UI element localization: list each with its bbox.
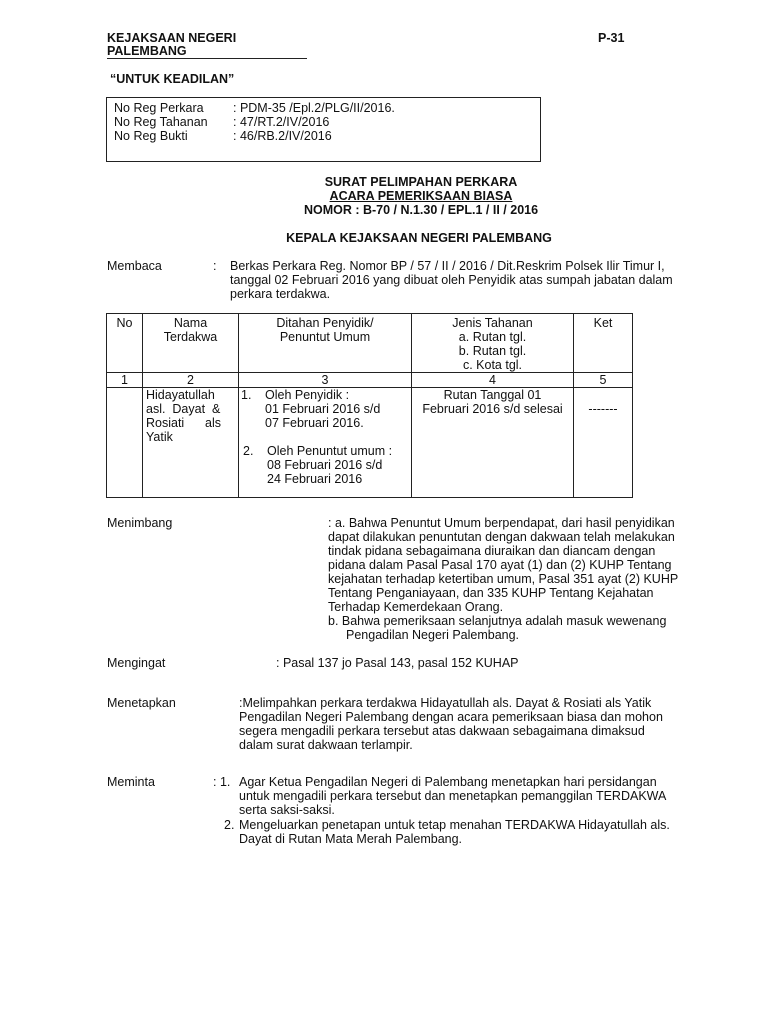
menimbang-line: b. Bahwa pemeriksaan selanjutnya adalah masuk wewenang [328,614,667,628]
meminta-number-2: 2. [224,818,235,832]
header-jenis: Jenis Tahanan a. Rutan tgl. b. Rutan tgl. c. Kota tgl. [412,314,574,373]
meminta-item2-line: Mengeluarkan penetapan untuk tetap menahan TERDAKWA Hidayatullah als. [239,818,670,832]
meminta-item2-line: Dayat di Rutan Mata Merah Palembang. [239,832,463,846]
col-number: 1 [107,373,143,388]
reg-bukti-value: : 46/RB.2/IV/2016 [233,129,332,143]
membaca-colon: : [213,259,217,273]
menimbang-line: kejahatan terhadap ketertiban umum, Pasal 351 ayat (2) KUHP [328,572,679,586]
menetapkan-line: Pengadilan Negeri Palembang dengan acara pemeriksaan biasa dan mohon [239,710,663,724]
title-line2: ACARA PEMERIKSAAN BIASA [329,189,513,203]
col-number: 5 [574,373,633,388]
motto: “UNTUK KEADILAN” [110,72,235,86]
col-number: 3 [239,373,412,388]
reg-tahanan-label: No Reg Tahanan [114,115,208,129]
reg-perkara-value: : PDM-35 /Epl.2/PLG/II/2016. [233,101,395,115]
header-ket: Ket [574,314,633,373]
meminta-label: Meminta [107,775,155,789]
defendant-name-cell: Hidayatullah asl. Dayat & Rosiati als Yatik [143,388,239,498]
menimbang-label: Menimbang [107,516,173,530]
meminta-item1-line: untuk mengadili perkara tersebut dan menetapkan pemanggilan TERDAKWA [239,789,667,803]
menetapkan-line: segera mengadili perkara tersebut atas dakwaan sebagaimana dimaksud [239,724,645,738]
menimbang-line: Terhadap Kemerdekaan Orang. [328,600,504,614]
reg-tahanan-value: : 47/RT.2/IV/2016 [233,115,330,129]
membaca-line3: perkara terdakwa. [230,287,331,301]
detention-table [106,313,633,498]
issuer-title: KEPALA KEJAKSAAN NEGERI PALEMBANG [286,231,552,245]
office-name-line1: KEJAKSAAN NEGERI [107,31,237,45]
mengingat-text: : Pasal 137 jo Pasal 143, pasal 152 KUHAP [276,656,519,670]
menetapkan-line: dalam surat dakwaan terlampir. [239,738,413,752]
title-number: NOMOR : B-70 / N.1.30 / EPL.1 / II / 2016 [303,203,539,217]
detention-period-cell: 1. Oleh Penyidik : 01 Februari 2016 s/d 07 Februari 2016. 2. Oleh Penuntut umum : 08 Februari 2016 s/d 24 Februari 2016 [239,388,412,498]
header-no: No [107,314,143,373]
table-row [107,388,633,498]
title-line1: SURAT PELIMPAHAN PERKARA [324,175,518,189]
reg-bukti-label: No Reg Bukti [114,129,188,143]
col-number: 4 [412,373,574,388]
remarks-cell: ------- [574,388,633,498]
table-header-row [107,314,633,373]
menimbang-line: pidana dalam Pasal Pasal 170 ayat (1) dan (2) KUHP Tentang [328,558,672,572]
menimbang-line: Pengadilan Negeri Palembang. [346,628,520,642]
menetapkan-line: :Melimpahkan perkara terdakwa Hidayatullah als. Dayat & Rosiati als Yatik [239,696,652,710]
membaca-line2: tanggal 02 Februari 2016 yang dibuat oleh Penyidik atas sumpah jabatan dalam [230,273,673,287]
col-number: 2 [143,373,239,388]
form-code: P-31 [598,31,625,45]
detention-type-cell: Rutan Tanggal 01 Februari 2016 s/d selesai [412,388,574,498]
meminta-item1-line: Agar Ketua Pengadilan Negeri di Palembang menetapkan hari persidangan [239,775,657,789]
menimbang-line: dapat dilakukan penuntutan dengan dakwaan telah melakukan [328,530,675,544]
reg-perkara-label: No Reg Perkara [114,101,204,115]
office-name-line2: PALEMBANG [107,44,307,59]
table-number-row [107,373,633,388]
menimbang-line: : a. Bahwa Penuntut Umum berpendapat, dari hasil penyidikan [328,516,675,530]
membaca-line1: Berkas Perkara Reg. Nomor BP / 57 / II / 2016 / Dit.Reskrim Polsek Ilir Timur I, [230,259,665,273]
menetapkan-label: Menetapkan [107,696,176,710]
membaca-label: Membaca [107,259,162,273]
meminta-item1-line: serta saksi-saksi. [239,803,335,817]
meminta-number-1: : 1. [213,775,231,789]
menimbang-line: Tentang Penganiayaan, dan 335 KUHP Tentang Kejahatan [328,586,654,600]
header-ditahan: Ditahan Penyidik/ Penuntut Umum [239,314,412,373]
mengingat-label: Mengingat [107,656,166,670]
menimbang-line: tindak pidana sebagaimana diuraikan dan diancam dengan [328,544,656,558]
header-nama: Nama Terdakwa [143,314,239,373]
